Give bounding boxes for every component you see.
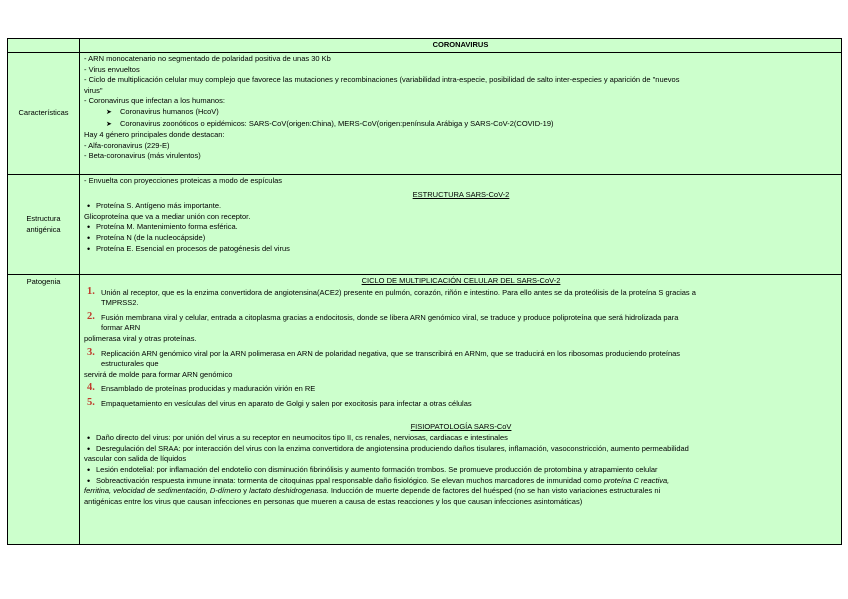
- numbered-step: [84, 285, 838, 309]
- italic-run: ferritina, velocidad de sedimentación, D-dímero: [84, 486, 242, 496]
- bullet-item: • Proteína S. Antígeno más importante.: [84, 201, 838, 212]
- sub-item: [84, 119, 838, 131]
- step-number: 4.: [87, 382, 95, 394]
- text-run: y: [241, 486, 250, 496]
- caracteristicas-content: [80, 53, 842, 175]
- text-line: virus": [84, 85, 103, 95]
- text-line: - Alfa-coronavirus (229-E): [84, 140, 170, 150]
- sub-item: [84, 107, 838, 119]
- step-line: formar ARN: [101, 323, 141, 333]
- step-number: 5.: [87, 396, 95, 408]
- estructura-label: [8, 175, 80, 275]
- text-line: polimerasa viral y otras proteínas.: [84, 333, 197, 343]
- text-line: - Virus envueltos: [84, 64, 140, 74]
- text-line: - Ciclo de multiplicación celular muy complejo que favorece las mutaciones y recombinaciones (variabilidad intra-especie, posibilidad de salto inter-especies y aparición de "nuevos: [84, 75, 680, 85]
- estructura-row: [8, 175, 842, 275]
- arrow-bullet-icon: ➤: [106, 120, 112, 128]
- text-line: Glicoproteína que va a mediar unión con receptor.: [84, 211, 251, 221]
- bullet-item: • Lesión endotelial: por inflamación del endotelio con disminución fibrinólisis y aumento formación trombos. Se promueve producción de protombina y atrapamiento celular: [84, 465, 838, 476]
- section-heading: ESTRUCTURA SARS-CoV-2: [412, 189, 510, 199]
- sub-item-text: Coronavirus zoonóticos o epidémicos: SARS-CoV(origen:China), MERS-CoV(origen:península Arábiga y SARS-CoV-2(COVID-19): [120, 118, 554, 128]
- bullet-item: • Desregulación del SRAA: por interacción del virus con la enzima convertidora de angiotensina produciendo daños tisulares, inflamación, vasoconstricción, aumento permeabilidad: [84, 444, 838, 455]
- header-empty-cell: [8, 39, 80, 53]
- estructura-content: [80, 175, 842, 275]
- section-heading: FISIOPATOLOGÍA SARS-CoV: [410, 421, 512, 431]
- text-line: - Envuelta con proyecciones proteicas a modo de espículas: [84, 176, 283, 185]
- step-line: Replicación ARN genómico viral por la ARN polimerasa en ARN de polaridad negativa, que se transcribirá en ARNm, que se traducirá en los ribosomas produciendo proteínas: [101, 348, 681, 358]
- patogenia-row: [8, 275, 842, 545]
- section-heading: CICLO DE MULTIPLICACIÓN CELULAR DEL SARS-CoV-2: [361, 276, 561, 285]
- step-line: TMPRSS2.: [101, 298, 139, 308]
- text-run: . Inducción de muerte depende de factores del huésped (no se han visto variaciones estructurales ni: [326, 486, 661, 496]
- step-line: Fusión membrana viral y celular, entrada a citoplasma gracias a endocitosis, donde se libera ARN genómico viral, se traduce y produce poliproteína que será hidrolizada para: [101, 312, 679, 322]
- text-line: - Beta-coronavirus (más virulentos): [84, 151, 201, 161]
- text-line: Hay 4 género principales donde destacan:: [84, 130, 225, 140]
- step-line: Empaquetamiento en vesículas del virus en aparato de Golgi y salen por exocitosis para infectar a otras células: [101, 398, 472, 408]
- text-run: Sobreactivación respuesta inmune innata: tormenta de citoquinas ppal responsable daño fisiológico. Se elevan muchos marcadores de inmunidad como: [96, 475, 604, 485]
- numbered-step: [84, 310, 838, 334]
- italic-run: lactato deshidrogenasa: [249, 486, 327, 496]
- estructura-label-line1: Estructura: [26, 213, 61, 223]
- bullet-item: [84, 476, 838, 487]
- text-line: vascular con salida de líquidos: [84, 454, 187, 464]
- numbered-step: [84, 346, 838, 370]
- estructura-label-line2: antigénica: [26, 224, 61, 234]
- step-number: 2.: [87, 310, 95, 322]
- bullet-item: • Daño directo del virus: por unión del virus a su receptor en neumocitos tipo II, cs renales, nerviosas, cardiacas e intestinales: [84, 433, 838, 444]
- italic-run: proteína C reactiva,: [603, 475, 670, 485]
- patogenia-content: [80, 275, 842, 545]
- text-line: servirá de molde para formar ARN genómico: [84, 369, 233, 379]
- text-line: - ARN monocatenario no segmentado de polaridad positiva de unas 30 Kb: [84, 54, 331, 63]
- caracteristicas-label: Características: [8, 53, 80, 175]
- bullet-item: • Proteína M. Mantenimiento forma esférica.: [84, 222, 838, 233]
- caracteristicas-row: [8, 53, 842, 175]
- step-line: Unión al receptor, que es la enzima convertidora de angiotensina(ACE2) presente en pulmón, corazón, riñón e intestino. Para ello antes se da proteólisis de la proteína S gracias a: [101, 287, 696, 297]
- sub-item-text: Coronavirus humanos (HcoV): [120, 106, 219, 116]
- text-line: [84, 486, 838, 497]
- coronavirus-table: [7, 38, 842, 545]
- step-number: 1.: [87, 285, 95, 297]
- header-row: [8, 39, 842, 53]
- numbered-step: [84, 396, 838, 410]
- bullet-item: • Proteína E. Esencial en procesos de patogénesis del virus: [84, 244, 838, 255]
- text-line: antigénicas entre los virus que causan infecciones en personas que mueren a causa de estas reacciones y los que causan infecciones asintomáticas): [84, 496, 583, 506]
- step-line: Ensamblado de proteínas producidas y maduración virión en RE: [101, 384, 316, 394]
- step-line: estructurales que: [101, 359, 159, 369]
- numbered-step: [84, 384, 838, 395]
- step-number: 3.: [87, 346, 95, 358]
- arrow-bullet-icon: ➤: [106, 108, 112, 116]
- table-title: CORONAVIRUS: [80, 39, 842, 53]
- text-line: - Coronavirus que infectan a los humanos:: [84, 96, 225, 106]
- patogenia-label: Patogenia: [8, 275, 80, 545]
- bullet-item: • Proteína N (de la nucleocápside): [84, 233, 838, 244]
